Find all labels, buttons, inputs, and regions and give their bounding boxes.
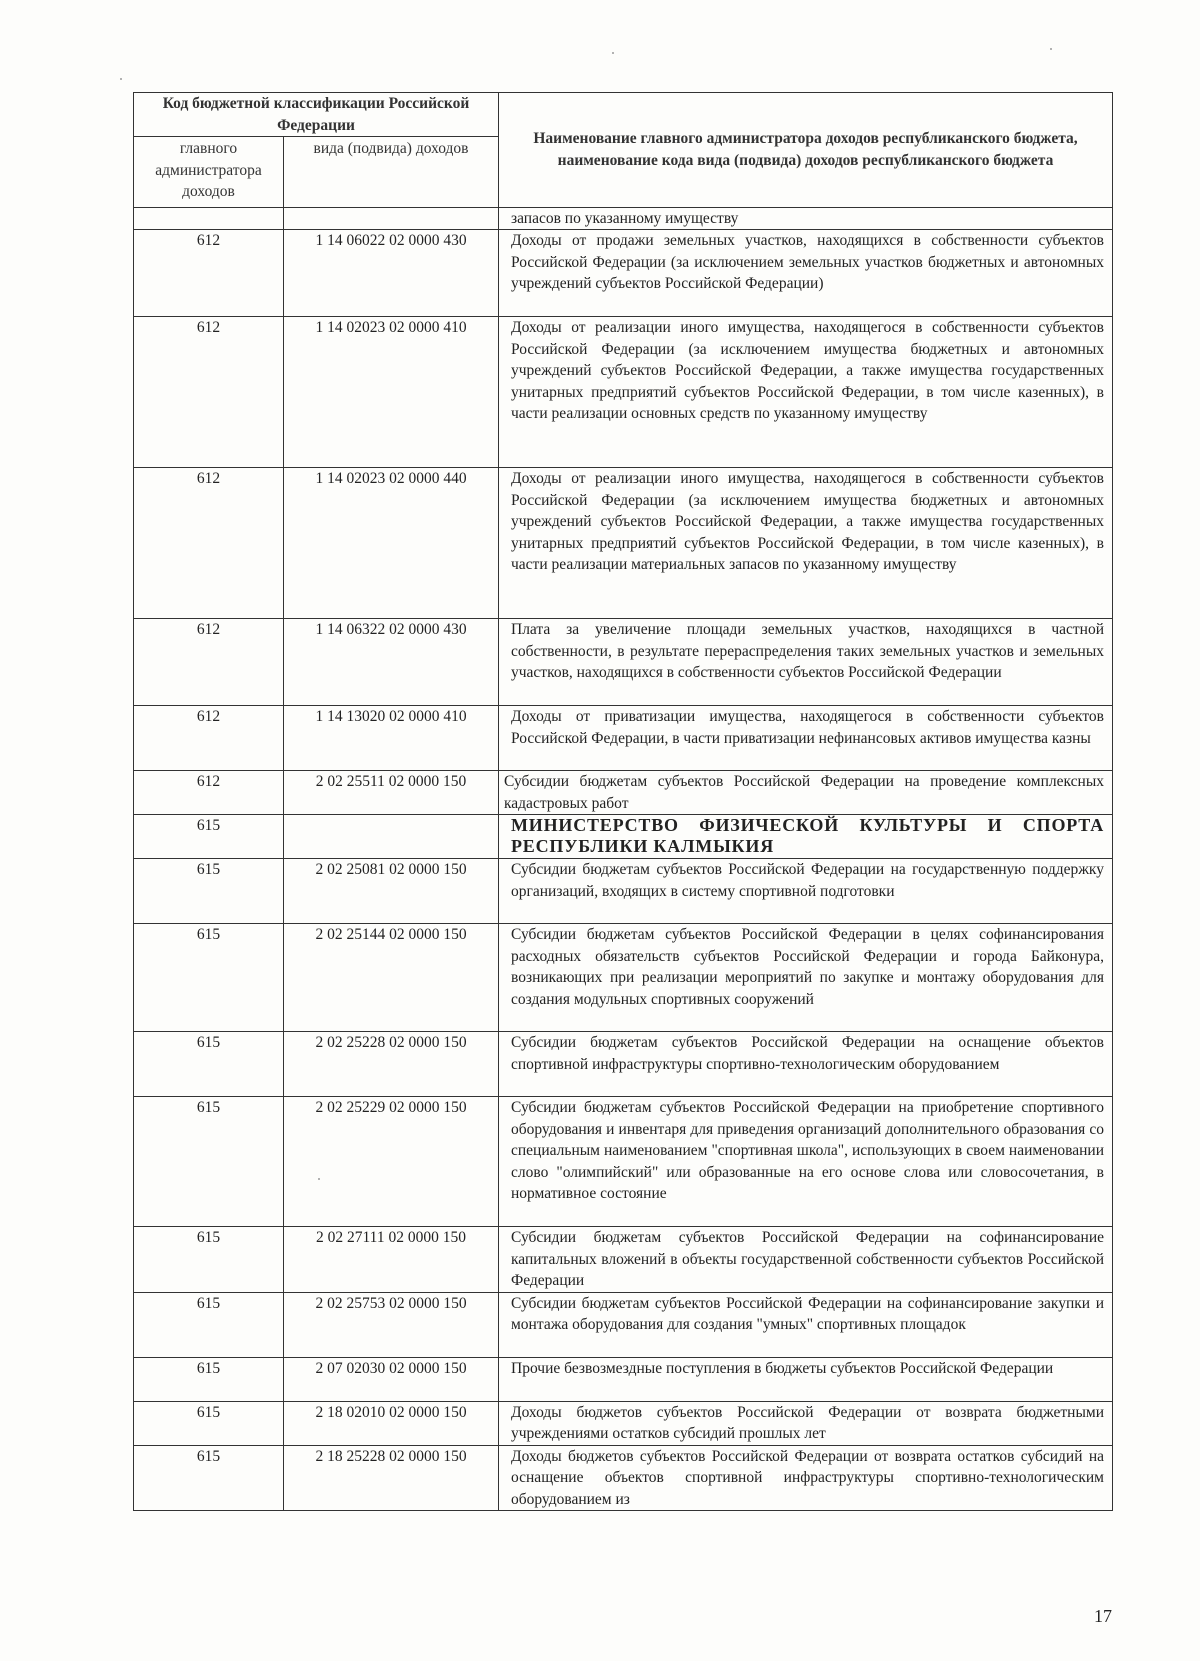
income-code-cell: 1 14 02023 02 0000 440 [284,468,499,619]
income-name-cell: Доходы от реализации иного имущества, находящегося в собственности субъектов Российской Федерации (за исключением имущества бюджетных и автономных учреждений субъектов Российской Федерации, а также имущества государственных унитарных предприятий субъектов Российской Федерации, в том числе казенных), в части реализации основных средств по указанному имуществу [499,317,1113,468]
income-name-cell: Доходы от продажи земельных участков, находящихся в собственности субъектов Российской Федерации (за исключением земельных участков бюджетных и автономных учреждений субъектов Российской Федерации) [499,230,1113,317]
header-row-top [134,93,1113,137]
income-name-cell: Субсидии бюджетам субъектов Российской Федерации на приобретение спортивного оборудования и инвентаря для приведения организаций дополнительного образования со специальным наименованием "спортивная школа", использующих в своем наименовании слово "олимпийский" или образованные на его основе слова или словосочетания, в нормативное состояние [499,1097,1113,1227]
budget-classification-table [133,92,1113,1511]
section-row [134,815,1113,859]
page-number: 17 [1094,1606,1112,1626]
header-name-column: Наименование главного администратора доходов республиканского бюджета, наименование кода вида (подвида) доходов республиканского бюджета [499,93,1113,208]
admin-code-cell: 612 [134,230,284,317]
scan-speck [612,52,614,54]
table-row [134,619,1113,706]
income-name-cell: Доходы бюджетов субъектов Российской Федерации от возврата остатков субсидий на оснащение объектов спортивной инфраструктуры спортивно-технологическим оборудованием из [499,1445,1113,1511]
income-code-cell: 2 02 25228 02 0000 150 [284,1032,499,1097]
income-name-cell: Субсидии бюджетам субъектов Российской Федерации на софинансирование закупки и монтажа оборудования для создания "умных" спортивных площадок [499,1292,1113,1357]
income-name-cell: Субсидии бюджетам субъектов Российской Федерации на проведение комплексных кадастровых работ [499,771,1113,815]
admin-code-cell: 615 [134,1357,284,1401]
admin-code-cell: 615 [134,859,284,924]
scan-speck [1050,48,1052,50]
income-code-cell: 2 02 25753 02 0000 150 [284,1292,499,1357]
table-row [134,1445,1113,1511]
income-code-cell: 1 14 02023 02 0000 410 [284,317,499,468]
table-row [134,924,1113,1032]
income-name-cell: Субсидии бюджетам субъектов Российской Федерации на софинансирование капитальных вложений в объекты государственной собственности субъектов Российской Федерации [499,1227,1113,1293]
scan-speck [318,1178,320,1180]
admin-code-cell: 615 [134,924,284,1032]
income-name-cell: Доходы бюджетов субъектов Российской Федерации от возврата бюджетными учреждениями остатков субсидий прошлых лет [499,1401,1113,1445]
table-row [134,859,1113,924]
admin-code-cell: 615 [134,1032,284,1097]
income-name-cell: Доходы от реализации иного имущества, находящегося в собственности субъектов Российской Федерации (за исключением имущества бюджетных и автономных учреждений субъектов Российской Федерации, а также имущества государственных унитарных предприятий субъектов Российской Федерации, в том числе казенных), в части реализации материальных запасов по указанному имуществу [499,468,1113,619]
header-code-group: Код бюджетной классификации Российской Федерации [134,93,499,137]
admin-code-cell [134,207,284,230]
admin-code-cell: 615 [134,1227,284,1293]
table-row [134,706,1113,771]
admin-code-cell: 615 [134,815,284,859]
table-row [134,1032,1113,1097]
income-name-cell: Субсидии бюджетам субъектов Российской Федерации на государственную поддержку организаций, входящих в систему спортивной подготовки [499,859,1113,924]
admin-code-cell: 612 [134,619,284,706]
income-name-cell: Субсидии бюджетам субъектов Российской Федерации на оснащение объектов спортивной инфраструктуры спортивно-технологическим оборудованием [499,1032,1113,1097]
income-code-cell: 2 02 27111 02 0000 150 [284,1227,499,1293]
table-row [134,1097,1113,1227]
table-row [134,1401,1113,1445]
table-row [134,1292,1113,1357]
income-code-cell: 2 02 25144 02 0000 150 [284,924,499,1032]
table-row [134,1227,1113,1293]
admin-code-cell: 615 [134,1292,284,1357]
table-row [134,771,1113,815]
table-row [134,230,1113,317]
income-code-cell: 2 18 25228 02 0000 150 [284,1445,499,1511]
admin-code-cell: 612 [134,317,284,468]
admin-code-cell: 612 [134,771,284,815]
admin-code-cell: 615 [134,1401,284,1445]
table-row [134,1357,1113,1401]
admin-code-cell: 615 [134,1097,284,1227]
income-name-cell: Доходы от приватизации имущества, находящегося в собственности субъектов Российской Федерации, в части приватизации нефинансовых активов имущества казны [499,706,1113,771]
income-code-cell: 2 18 02010 02 0000 150 [284,1401,499,1445]
table-row [134,207,1113,230]
income-code-cell: 2 07 02030 02 0000 150 [284,1357,499,1401]
header-type-column: вида (подвида) доходов [284,137,499,208]
income-name-cell: Субсидии бюджетам субъектов Российской Федерации в целях софинансирования расходных обязательств субъектов Российской Федерации и города Байконура, возникающих при реализации мероприятий по закупке и монтажу оборудования для создания модульных спортивных сооружений [499,924,1113,1032]
admin-code-cell: 612 [134,706,284,771]
income-code-cell: 2 02 25081 02 0000 150 [284,859,499,924]
income-code-cell [284,815,499,859]
income-code-cell: 2 02 25229 02 0000 150 [284,1097,499,1227]
income-code-cell: 2 02 25511 02 0000 150 [284,771,499,815]
table-row [134,468,1113,619]
income-name-cell: Прочие безвозмездные поступления в бюджеты субъектов Российской Федерации [499,1357,1113,1401]
header-admin-column: главного администратора доходов [134,137,284,208]
income-code-cell [284,207,499,230]
admin-code-cell: 612 [134,468,284,619]
admin-code-cell: 615 [134,1445,284,1511]
income-code-cell: 1 14 13020 02 0000 410 [284,706,499,771]
scan-speck [120,78,122,80]
ministry-name-cell: МИНИСТЕРСТВО ФИЗИЧЕСКОЙ КУЛЬТУРЫ И СПОРТА РЕСПУБЛИКИ КАЛМЫКИЯ [499,815,1113,859]
income-code-cell: 1 14 06022 02 0000 430 [284,230,499,317]
income-name-cell: запасов по указанному имуществу [499,207,1113,230]
income-code-cell: 1 14 06322 02 0000 430 [284,619,499,706]
income-name-cell: Плата за увеличение площади земельных участков, находящихся в частной собственности, в результате перераспределения таких земельных участков и земельных участков, находящихся в собственности субъектов Российской Федерации [499,619,1113,706]
table-row [134,317,1113,468]
